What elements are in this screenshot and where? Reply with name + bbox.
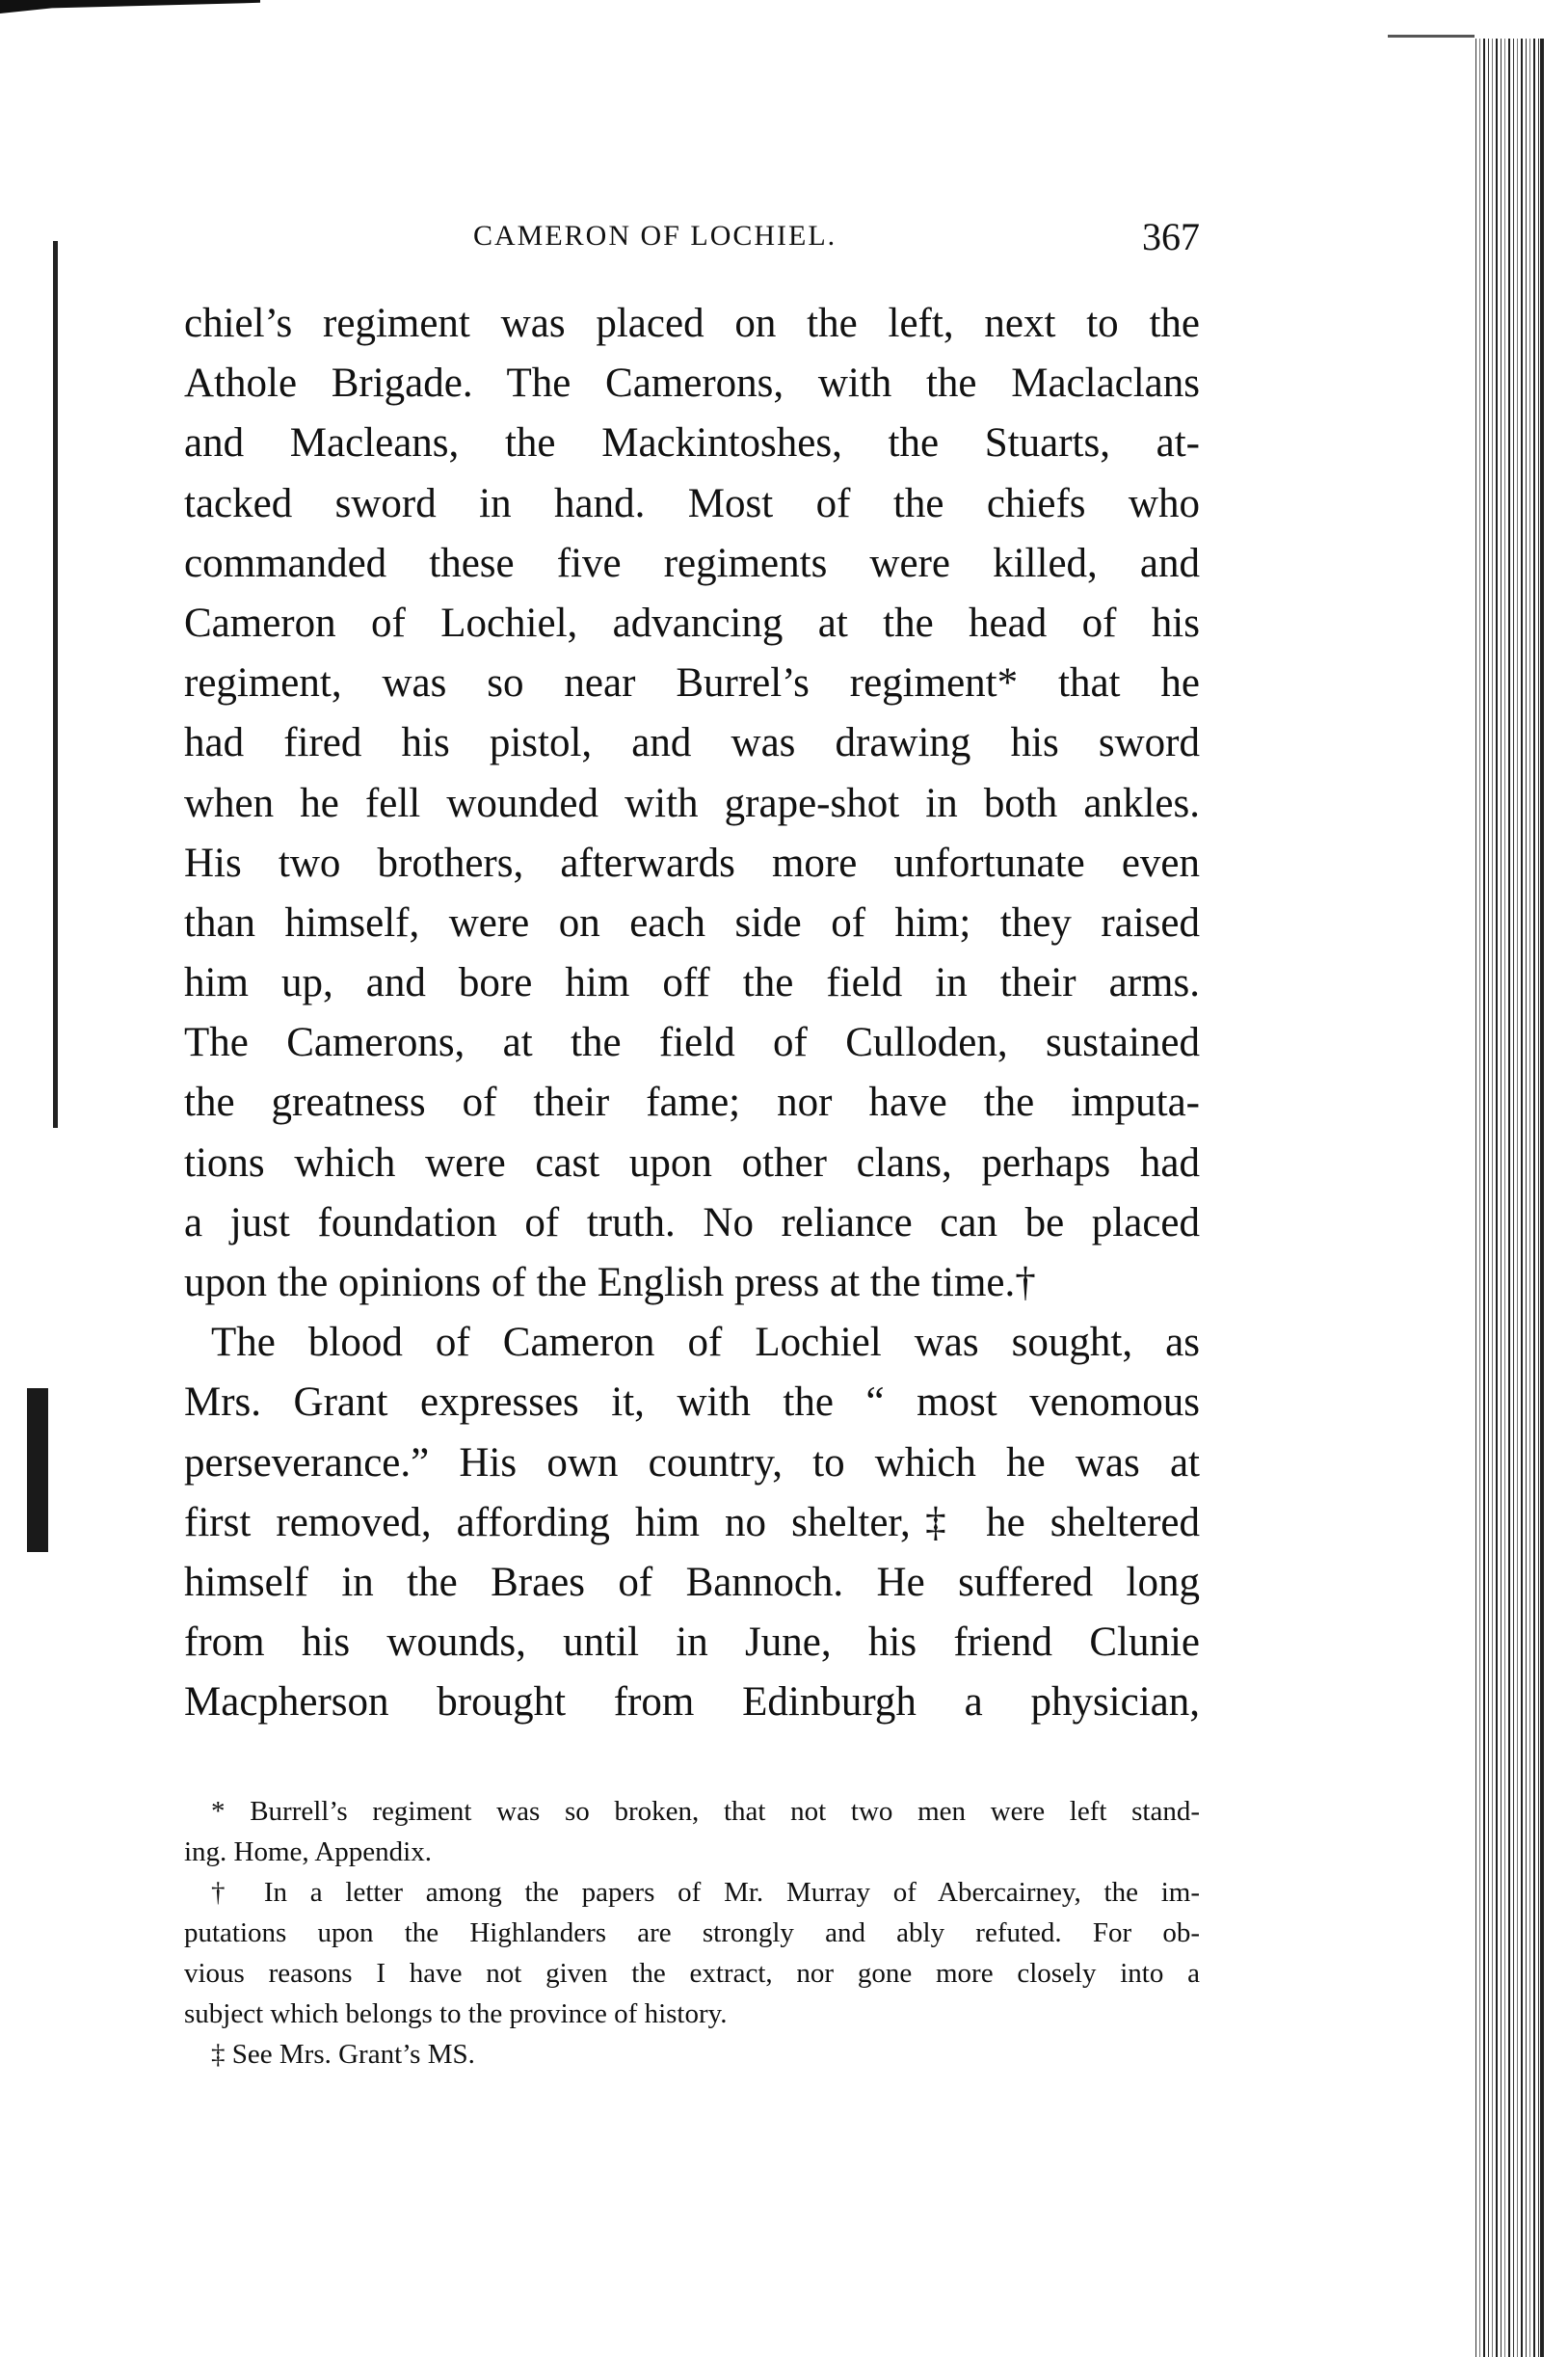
text-line: the greatness of their fame; nor have the imputa- [184, 1080, 1200, 1126]
text-line: His two brothers, afterwards more unfortunate even [184, 840, 1200, 886]
text-line: Macpherson brought from Edinburgh a physician, [184, 1679, 1200, 1726]
footnote-line: * Burrell’s regiment was so broken, that not two men were left stand- [211, 1796, 1200, 1827]
text-line: from his wounds, until in June, his friend Clunie [184, 1620, 1200, 1666]
footnote-line: ing. Home, Appendix. [184, 1836, 432, 1867]
text-line: tacked sword in hand. Most of the chiefs who [184, 480, 1200, 526]
footnote-line: vious reasons I have not given the extract, nor gone more closely into a [184, 1958, 1200, 1989]
footnote-line: subject which belongs to the province of history. [184, 1998, 728, 2029]
footnote-line: putations upon the Highlanders are strongly and ably refuted. For ob- [184, 1917, 1200, 1948]
text-line: chiel’s regiment was placed on the left, next to the [184, 301, 1200, 346]
footnotes [184, 1791, 1200, 2075]
scan-edge-mark [1388, 35, 1475, 38]
text-line: than himself, were on each side of him; they raised [184, 899, 1200, 946]
text-line: regiment, was so near Burrel’s regiment* that he [184, 660, 1200, 707]
running-title: CAMERON OF LOCHIEL. [473, 220, 837, 252]
page-header [184, 214, 1200, 262]
text-line: The blood of Cameron of Lochiel was sought, as [211, 1320, 1200, 1366]
footnote-line: ‡ See Mrs. Grant’s MS. [211, 2039, 475, 2070]
scan-edge-mark [0, 0, 260, 13]
text-line: had fired his pistol, and was drawing his sword [184, 720, 1200, 766]
text-line: first removed, affording him no shelter,‡ he sheltered [184, 1499, 1200, 1545]
text-line: tions which were cast upon other clans, perhaps had [184, 1139, 1200, 1186]
text-line: a just foundation of truth. No reliance can be placed [184, 1199, 1200, 1245]
text-line: Athole Brigade. The Camerons, with the Maclaclans [184, 361, 1200, 407]
book-page-edge-line [1540, 39, 1544, 2357]
page-number: 367 [1142, 215, 1200, 258]
text-line: The Camerons, at the field of Culloden, sustained [184, 1020, 1200, 1066]
scan-margin-shadow [53, 241, 58, 1128]
text-line: him up, and bore him off the field in their arms. [184, 960, 1200, 1006]
text-line: Cameron of Lochiel, advancing at the head of his [184, 600, 1200, 646]
text-line: himself in the Braes of Bannoch. He suffered long [184, 1559, 1200, 1605]
body-text [184, 294, 1200, 1733]
book-page-edges [1473, 39, 1540, 2357]
text-line: commanded these five regiments were killed, and [184, 540, 1200, 586]
footnote-line: † In a letter among the papers of Mr. Murray of Abercairney, the im- [211, 1877, 1200, 1908]
text-line: when he fell wounded with grape-shot in both ankles. [184, 780, 1200, 826]
text-line: and Macleans, the Mackintoshes, the Stuarts, at- [184, 420, 1200, 467]
text-line: Mrs. Grant expresses it, with the “ most venomous [184, 1379, 1200, 1426]
scan-margin-shadow [27, 1388, 48, 1552]
text-line: perseverance.” His own country, to which he was at [184, 1439, 1200, 1486]
text-line: upon the opinions of the English press at the time.† [184, 1260, 1036, 1305]
